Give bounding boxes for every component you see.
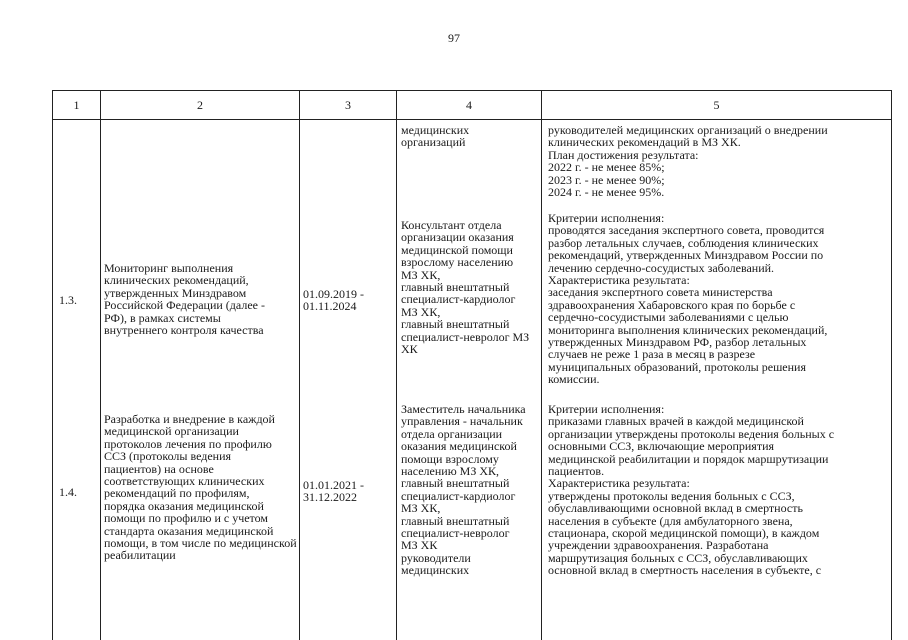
row-number: 1.3.: [59, 293, 77, 307]
column-divider: [541, 118, 542, 640]
column-header-2: 2: [100, 91, 299, 119]
column-divider: [52, 118, 53, 640]
row-title: Разработка и внедрение в каждой медицинской организации протоколов лечения по профилю ССЗ (протоколы ведения пациентов) на основе соответствующих клинических рекомендаций по профилям, порядка оказания медицинской помощи по профилю и с учетом стандарта оказания медицинской помощи, в том числе по медицинской реабилитации: [104, 412, 297, 563]
column-divider: [299, 118, 300, 640]
row-title: Мониторинг выполнения клинических рекомендаций, утвержденных Минздравом Российской Федерации (далее - РФ), в рамках системы внутреннего контроля качества: [104, 261, 265, 338]
column-divider: [891, 118, 892, 640]
row-period: 01.09.2019 - 01.11.2024: [303, 287, 364, 314]
page-number: 97: [448, 31, 460, 45]
row-responsible: Консультант отдела организации оказания медицинской помощи взрослому населению МЗ ХК, главный внештатный специалист-кардиолог МЗ ХК, главный внештатный специалист-невролог МЗ ХК: [401, 218, 530, 357]
column-header-1: 1: [52, 91, 100, 119]
continuation-criteria: руководителей медицинских организаций о внедрении клинических рекомендаций в МЗ ХК. План достижения результата: 2022 г. - не менее 85%; 2023 г. - не менее 90%; 2024 г. - не менее 95%.: [548, 123, 828, 200]
row-criteria: Критерии исполнения: проводятся заседания экспертного совета, проводится разбор летальных случаев, соблюдения клинических рекомендаций, утвержденных Минздравом России по лечению сердечно-сосудистых заболеваний. Характеристика результата: заседания экспертного совета министерства здравоохранения Хабаровского края по борьбе с сердечно-сосудистыми заболеваниями с целью мониторинга выполнения клинических рекомендаций, утвержденных Минздравом РФ, разбор летальных случаев не реже 1 раза в месяц в разрезе муниципальных образований, протоколы решения комиссии.: [548, 211, 828, 387]
continuation-responsible: медицинских организаций: [401, 123, 470, 150]
row-number: 1.4.: [59, 485, 77, 499]
column-header-5: 5: [541, 91, 892, 119]
row-criteria: Критерии исполнения: приказами главных врачей в каждой медицинской организации утверждены протоколы ведения больных с основными ССЗ, включающие мероприятия медицинской реабилитации и порядок маршрутизации пациентов. Характеристика результата: утверждены протоколы ведения больных с ССЗ, обуславливающими основной вклад в смертность населения в субъекте (для амбулаторного звена, стационара, скорой медицинской помощи), в каждом учреждении здравоохранения. Разработана маршрутизация больных с ССЗ, обуславливающих основной вклад в смертность населения в субъекте, с: [548, 402, 835, 578]
column-header-4: 4: [396, 91, 541, 119]
table-header-row: [52, 90, 892, 120]
column-divider: [100, 118, 101, 640]
column-divider: [396, 118, 397, 640]
row-responsible: Заместитель начальника управления - начальник отдела организации оказания медицинской помощи взрослому населению МЗ ХК, главный внештатный специалист-кардиолог МЗ ХК, главный внештатный специалист-невролог МЗ ХК руководители медицинских: [401, 402, 526, 578]
row-period: 01.01.2021 - 31.12.2022: [303, 478, 364, 505]
column-header-3: 3: [299, 91, 396, 119]
